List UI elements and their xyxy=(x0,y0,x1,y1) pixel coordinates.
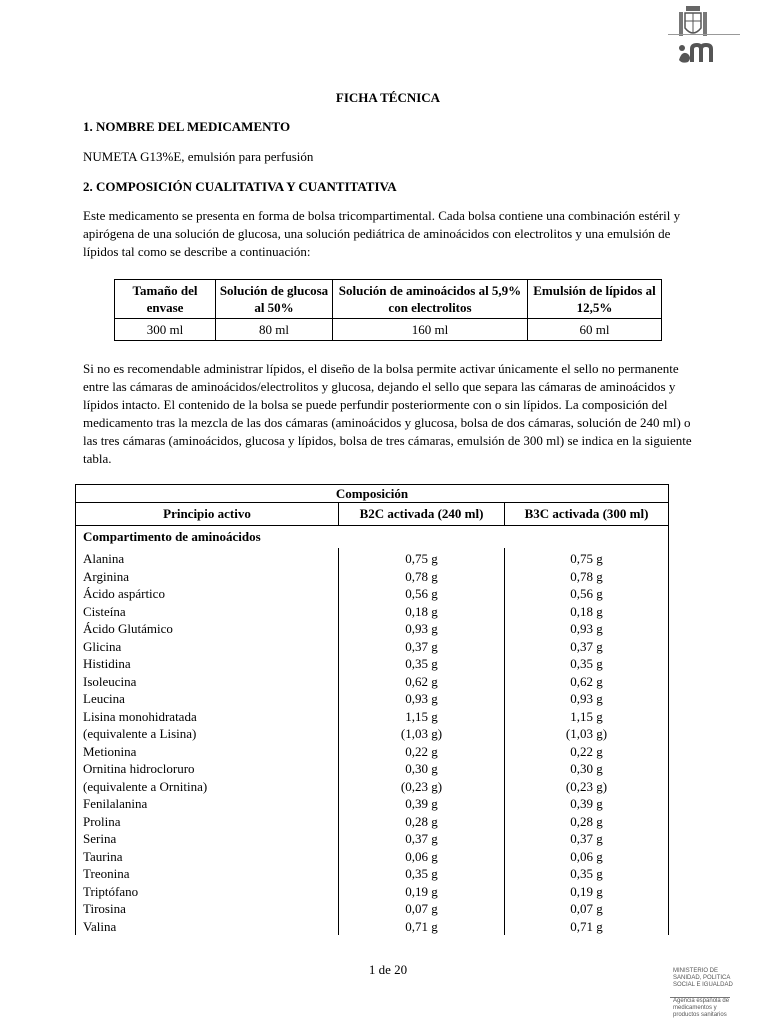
b2c-value: 0,93 g xyxy=(405,691,438,706)
table1-cell: 60 ml xyxy=(528,319,662,341)
b3c-value: 0,07 g xyxy=(570,901,603,916)
document-title: FICHA TÉCNICA xyxy=(335,90,441,105)
ingredient-name: Cisteína xyxy=(83,603,126,619)
b3c-value: 0,39 g xyxy=(570,796,603,811)
table1-cell: 300 ml xyxy=(115,319,216,341)
b2c-value: 0,35 g xyxy=(405,866,438,881)
b2c-value: (0,23 g) xyxy=(400,778,443,794)
ingredient-name: Isoleucina xyxy=(83,673,137,689)
composition-paragraph: Si no es recomendable administrar lípidos, el diseño de la bolsa permite activar únicamente el sello no permanente entre las cámaras de aminoácidos/electrolitos y glucosa, dejando el sello que separa las cámaras de aminoácidos y lípidos intacto. El contenido de la bolsa se puede perfundir posteriormente con o sin lípidos. La composición del medicamento tras la mezcla de las dos cámaras (aminoácidos y glucosa, bolsa de dos cámaras, solución de 240 ml) o las tres cámaras (aminoácidos, glucosa y lípidos, bolsa de tres cámaras, emulsión de 300 ml) se indica en la siguiente tabla. xyxy=(83,361,692,466)
b3c-value: 0,35 g xyxy=(570,866,603,881)
agency-line: medicamentos y xyxy=(673,1005,717,1011)
b3c-value: 0,62 g xyxy=(570,673,603,689)
table1-header: Solución de glucosa al 50% xyxy=(216,280,333,319)
b3c-value: (0,23 g) xyxy=(565,778,608,794)
ministry-line: SOCIAL E IGUALDAD xyxy=(673,982,733,988)
b3c-value: 0,28 g xyxy=(570,813,603,829)
ingredient-name: Valina xyxy=(83,918,117,934)
composition-table xyxy=(75,484,669,935)
b3c-value: 0,93 g xyxy=(570,621,603,636)
ingredient-name: Ácido aspártico xyxy=(83,586,165,601)
b2c-value: 0,75 g xyxy=(405,551,438,566)
ingredient-name: Leucina xyxy=(83,691,125,706)
product-name: NUMETA G13%E, emulsión para perfusión xyxy=(83,149,314,164)
b3c-value: 0,93 g xyxy=(570,691,603,706)
ingredient-name: Alanina xyxy=(83,551,125,566)
b2c-value: 0,39 g xyxy=(405,796,438,811)
b2c-value: 0,19 g xyxy=(405,883,438,899)
table2-caption: Composición xyxy=(76,485,669,503)
b2c-value: 0,35 g xyxy=(405,656,438,671)
b2c-value: 0,30 g xyxy=(405,761,438,776)
ingredient-name: (equivalente a Lisina) xyxy=(83,726,197,741)
b3c-value: 0,37 g xyxy=(570,831,603,846)
ingredient-name: Serina xyxy=(83,831,117,846)
ingredient-name: Ornitina hidrocloruro xyxy=(83,761,195,776)
b2c-value: 0,28 g xyxy=(405,813,438,829)
b3c-value: 0,78 g xyxy=(570,568,603,584)
b2c-value: 0,37 g xyxy=(405,638,438,654)
section-heading-1: 1. NOMBRE DEL MEDICAMENTO xyxy=(83,119,291,134)
ministry-line: SANIDAD, POLITICA xyxy=(673,975,731,981)
table2-subheader: Compartimento de aminoácidos xyxy=(76,526,669,549)
b2c-value: (1,03 g) xyxy=(400,726,443,741)
ingredient-name: Lisina monohidratada xyxy=(83,708,197,724)
b2c-value: 0,93 g xyxy=(405,621,438,636)
b2c-value: 0,78 g xyxy=(405,568,438,584)
b3c-value: 0,06 g xyxy=(570,848,603,864)
b3c-value: 0,37 g xyxy=(570,638,603,654)
header-divider xyxy=(668,34,740,35)
ingredient-name: Metionina xyxy=(83,743,137,759)
ingredient-name: Fenilalanina xyxy=(83,796,148,811)
agency-line: Agencia española de xyxy=(673,998,730,1004)
table1-cell: 80 ml xyxy=(216,319,333,341)
b3c-value: 0,18 g xyxy=(570,603,603,619)
b3c-value: (1,03 g) xyxy=(565,726,608,741)
ingredient-name: Arginina xyxy=(83,568,129,584)
b2c-value: 0,18 g xyxy=(405,603,438,619)
b3c-value: 0,19 g xyxy=(570,883,603,899)
b2c-value: 0,62 g xyxy=(405,673,438,689)
table1-cell: 160 ml xyxy=(333,319,528,341)
b3c-value: 0,22 g xyxy=(570,743,603,759)
ingredient-name: Taurina xyxy=(83,848,123,864)
b3c-values-column xyxy=(505,548,669,935)
b3c-value: 0,71 g xyxy=(570,918,603,934)
b3c-value: 0,56 g xyxy=(570,586,603,601)
b3c-value: 1,15 g xyxy=(570,708,603,724)
table2-header: B3C activada (300 ml) xyxy=(505,503,669,526)
agency-line: productos sanitarios xyxy=(673,1012,727,1018)
agency-logo-icon xyxy=(676,40,716,64)
page-number: 1 de 20 xyxy=(368,962,408,977)
ministry-line: MINISTERIO DE xyxy=(673,968,719,974)
ingredient-name: Ácido Glutámico xyxy=(83,621,173,636)
b2c-values-column xyxy=(339,548,505,935)
container-table xyxy=(114,279,662,341)
b3c-value: 0,35 g xyxy=(570,656,603,671)
table1-header: Tamaño del envase xyxy=(115,280,216,319)
b2c-value: 0,37 g xyxy=(405,831,438,846)
table1-header: Solución de aminoácidos al 5,9% con electrolitos xyxy=(333,280,528,319)
b2c-value: 1,15 g xyxy=(405,708,438,724)
section-heading-2: 2. COMPOSICIÓN CUALITATIVA Y CUANTITATIVA xyxy=(83,179,397,194)
table2-header: B2C activada (240 ml) xyxy=(339,503,505,526)
ingredient-name: Prolina xyxy=(83,813,121,829)
ingredient-name: Histidina xyxy=(83,656,131,671)
ministry-label xyxy=(673,968,745,989)
agency-label xyxy=(673,998,745,1019)
b2c-value: 0,22 g xyxy=(405,743,438,759)
ingredient-name: Treonina xyxy=(83,866,130,881)
ingredient-name: (equivalente a Ornitina) xyxy=(83,778,208,794)
ingredient-name: Triptófano xyxy=(83,883,139,899)
b3c-value: 0,75 g xyxy=(570,551,603,566)
b2c-value: 0,56 g xyxy=(405,586,438,601)
ingredient-name: Tirosina xyxy=(83,901,126,916)
b2c-value: 0,07 g xyxy=(405,901,438,916)
intro-paragraph: Este medicamento se presenta en forma de bolsa tricompartimental. Cada bolsa contiene una combinación estéril y apirógena de una solución de glucosa, una solución pediátrica de aminoácidos con electrolitos y una emulsión de lípidos tal como se describe a continuación: xyxy=(83,208,681,259)
b2c-value: 0,71 g xyxy=(405,918,438,934)
table1-header: Emulsión de lípidos al 12,5% xyxy=(528,280,662,319)
ingredient-names-column xyxy=(76,548,339,935)
b2c-value: 0,06 g xyxy=(405,848,438,864)
ingredient-name: Glicina xyxy=(83,638,122,654)
table2-header: Principio activo xyxy=(76,503,339,526)
b3c-value: 0,30 g xyxy=(570,761,603,776)
